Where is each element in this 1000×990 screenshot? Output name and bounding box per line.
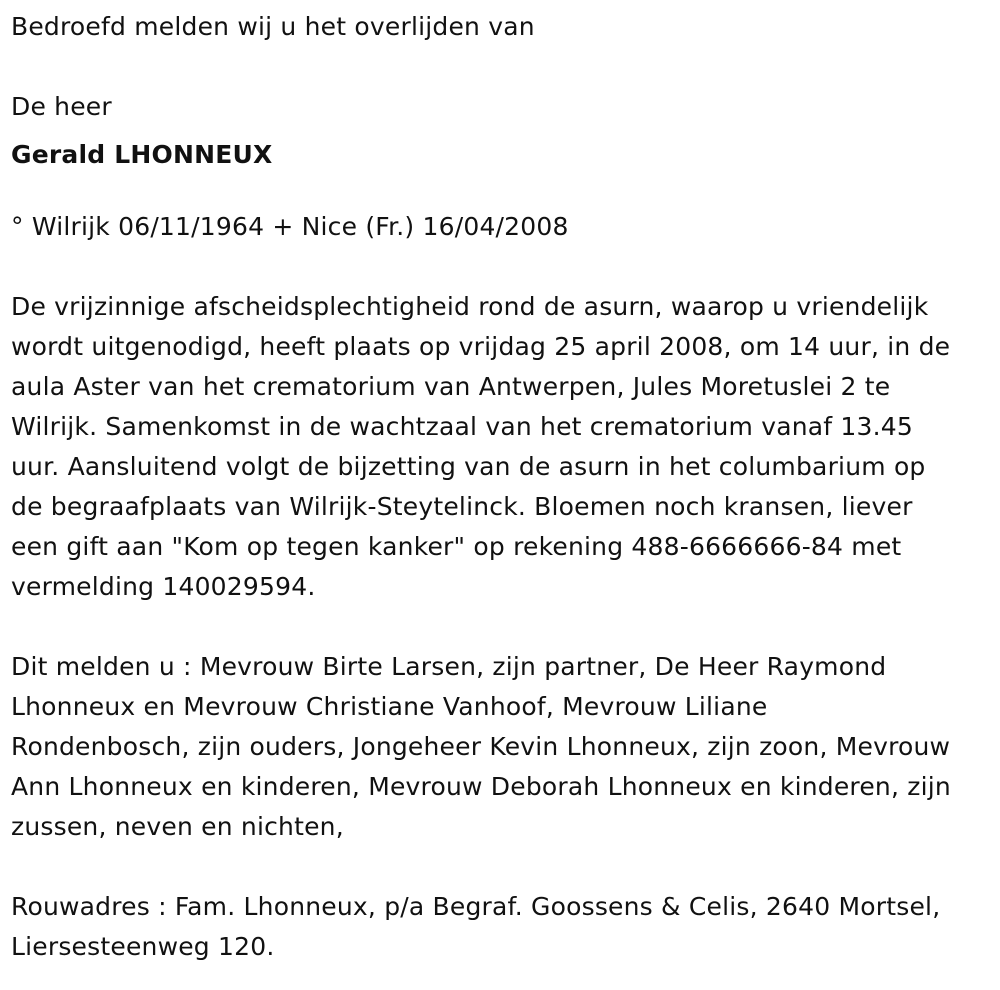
address-line: Liersesteenweg 120. bbox=[11, 932, 275, 961]
ceremony-line: uur. Aansluitend volgt de bijzetting van de asurn in het columbarium op bbox=[11, 452, 926, 481]
family-paragraph bbox=[11, 647, 993, 847]
ceremony-line: aula Aster van het crematorium van Antwerpen, Jules Moretuslei 2 te bbox=[11, 372, 891, 401]
birth-death-text: ° Wilrijk 06/11/1964 + Nice (Fr.) 16/04/2008 bbox=[11, 212, 569, 241]
spacer bbox=[11, 175, 993, 207]
deceased-name: Gerald LHONNEUX bbox=[11, 140, 273, 169]
family-line: Lhonneux en Mevrouw Christiane Vanhoof, Mevrouw Liliane bbox=[11, 692, 768, 721]
spacer bbox=[11, 247, 993, 287]
obituary-document bbox=[11, 7, 993, 967]
ceremony-line: een gift aan "Kom op tegen kanker" op rekening 488-6666666-84 met bbox=[11, 532, 902, 561]
ceremony-line: De vrijzinnige afscheidsplechtigheid rond de asurn, waarop u vriendelijk bbox=[11, 292, 929, 321]
family-line: Rondenbosch, zijn ouders, Jongeheer Kevin Lhonneux, zijn zoon, Mevrouw bbox=[11, 732, 951, 761]
ceremony-line: vermelding 140029594. bbox=[11, 572, 316, 601]
address-paragraph bbox=[11, 887, 993, 967]
spacer bbox=[11, 847, 993, 887]
intro-text: Bedroefd melden wij u het overlijden van bbox=[11, 12, 535, 41]
spacer bbox=[11, 607, 993, 647]
family-line: Ann Lhonneux en kinderen, Mevrouw Deborah Lhonneux en kinderen, zijn bbox=[11, 772, 951, 801]
honorific-text: De heer bbox=[11, 92, 112, 121]
ceremony-paragraph bbox=[11, 287, 993, 607]
address-line: Rouwadres : Fam. Lhonneux, p/a Begraf. Goossens & Celis, 2640 Mortsel, bbox=[11, 892, 941, 921]
ceremony-line: Wilrijk. Samenkomst in de wachtzaal van het crematorium vanaf 13.45 bbox=[11, 412, 913, 441]
family-line: zussen, neven en nichten, bbox=[11, 812, 344, 841]
family-line: Dit melden u : Mevrouw Birte Larsen, zijn partner, De Heer Raymond bbox=[11, 652, 887, 681]
ceremony-line: de begraafplaats van Wilrijk-Steytelinck. Bloemen noch kransen, liever bbox=[11, 492, 913, 521]
ceremony-line: wordt uitgenodigd, heeft plaats op vrijdag 25 april 2008, om 14 uur, in de bbox=[11, 332, 951, 361]
spacer bbox=[11, 47, 993, 87]
